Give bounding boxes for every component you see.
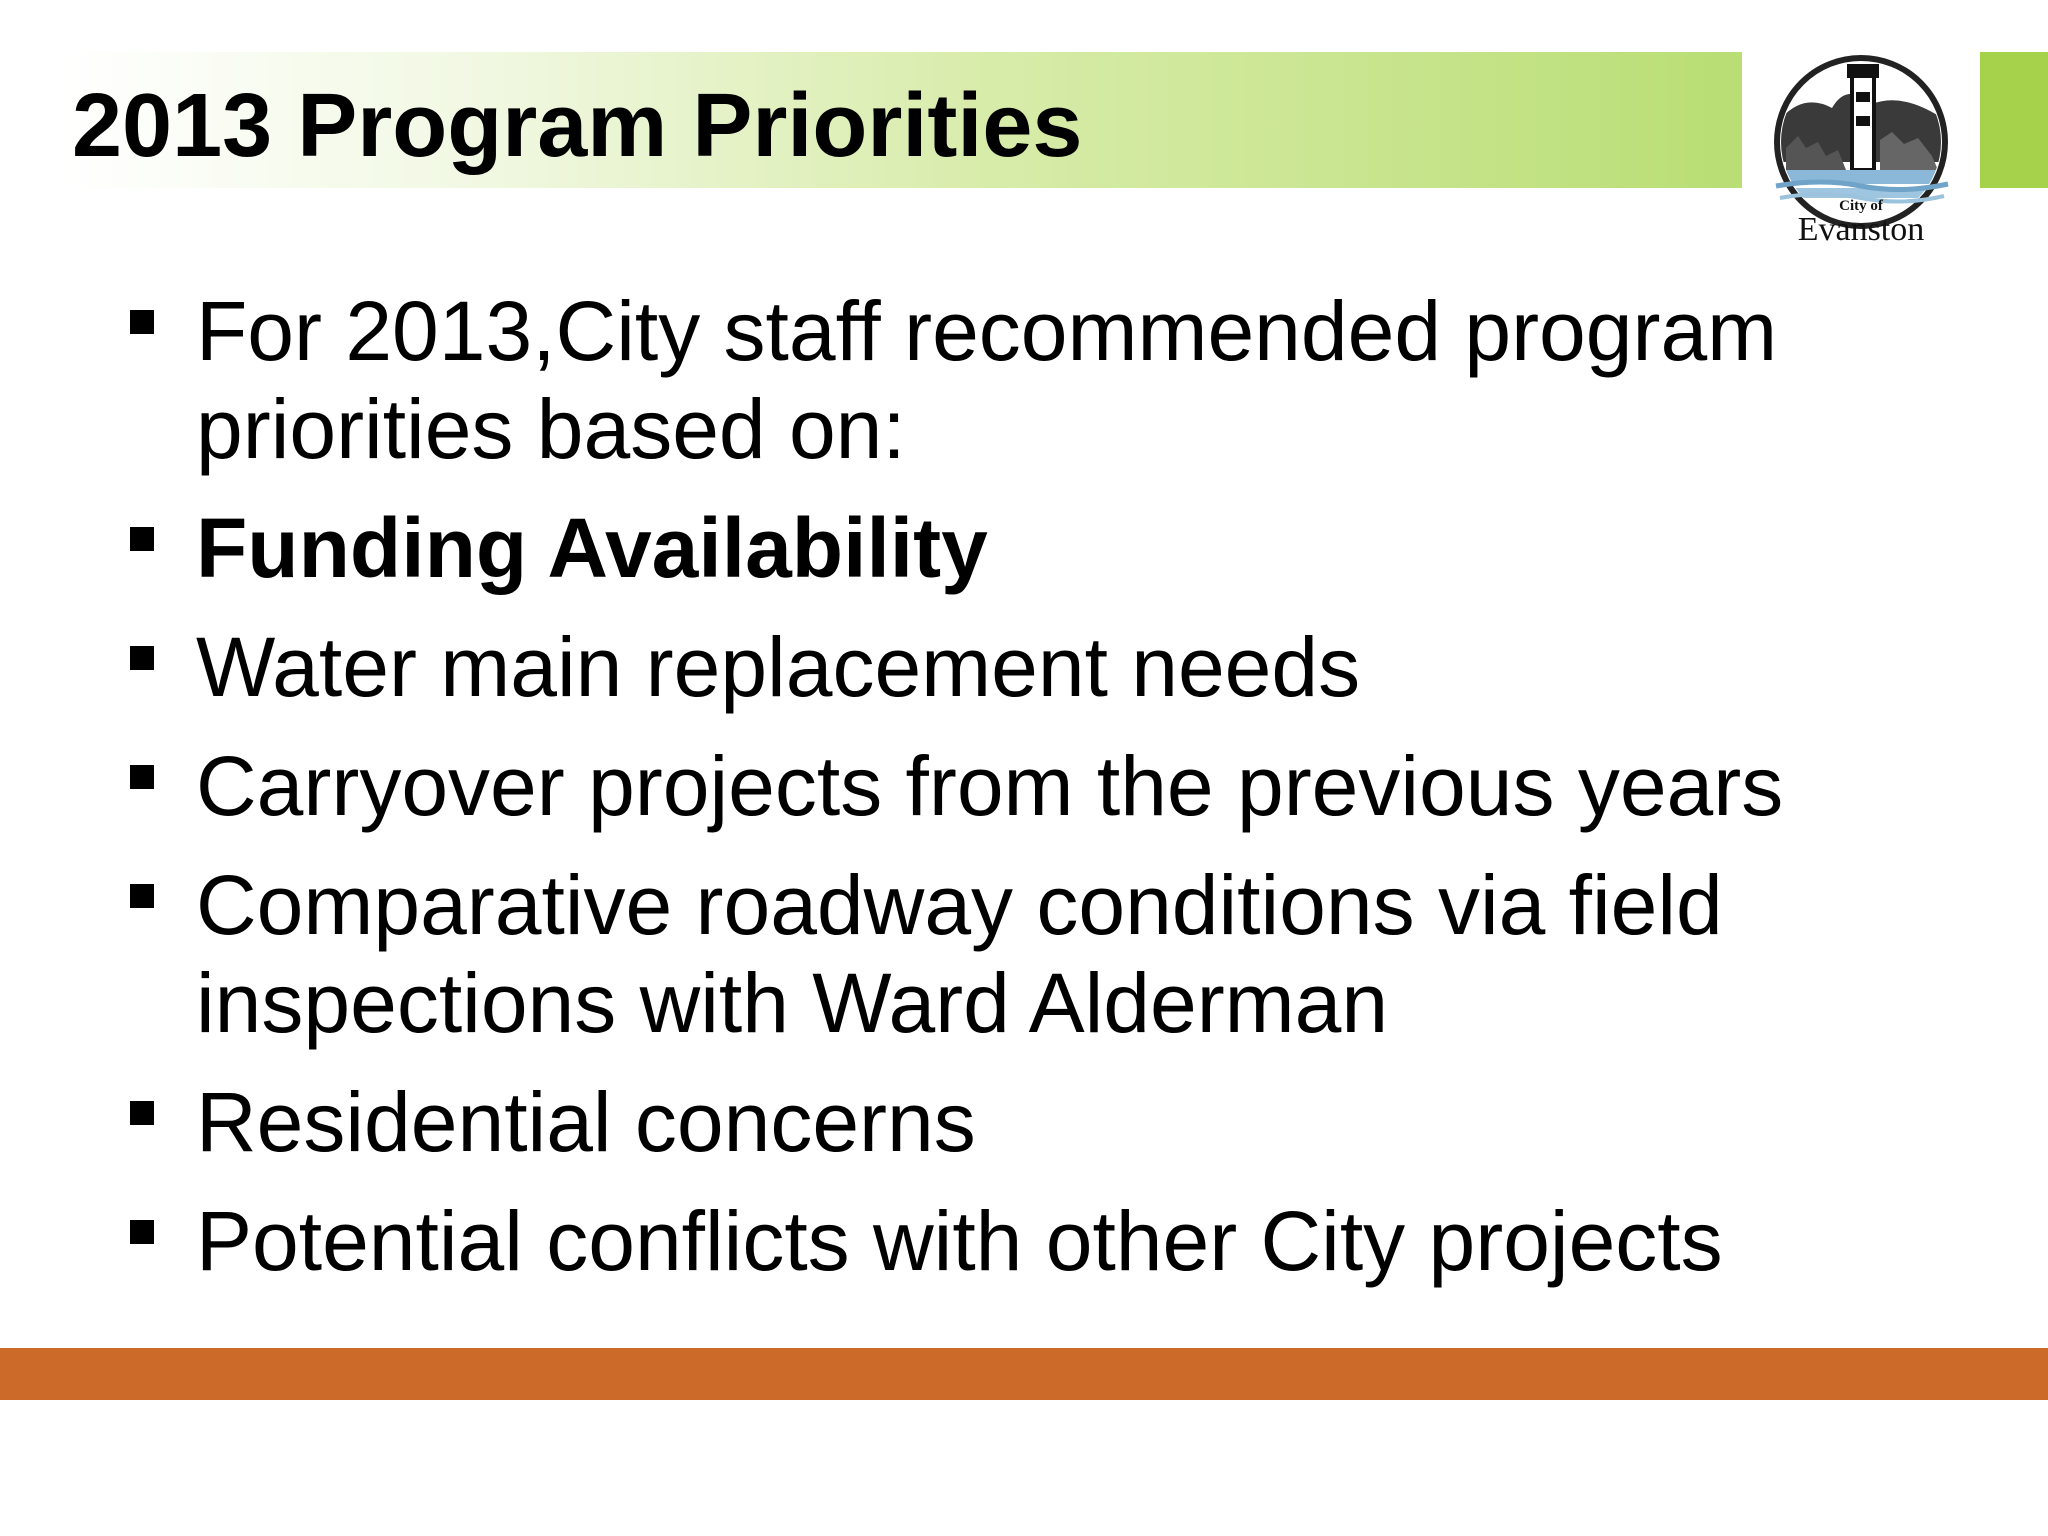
bullet-text: Potential conflicts with other City projects (196, 1194, 1723, 1288)
city-seal-icon (1742, 52, 1980, 248)
slide-title: 2013 Program Priorities (72, 76, 1083, 176)
square-bullet-icon (130, 527, 154, 551)
bullet-text: For 2013,City staff recommended program priorities based on: (196, 284, 1778, 476)
city-logo (1742, 52, 1980, 248)
bullet-list (118, 282, 1998, 1311)
square-bullet-icon (130, 884, 154, 908)
bullet-item (118, 856, 1998, 1052)
bullet-text: Water main replacement needs (196, 620, 1361, 714)
bullet-item (118, 618, 1998, 716)
square-bullet-icon (130, 765, 154, 789)
square-bullet-icon (130, 310, 154, 334)
footer-bar (0, 1348, 2048, 1400)
logo-small-text: City of (1839, 198, 1883, 214)
bullet-item (118, 1192, 1998, 1290)
bullet-item (118, 1073, 1998, 1171)
logo-large-text: Evanston (1797, 211, 1925, 248)
bullet-item (118, 499, 1998, 597)
square-bullet-icon (130, 1101, 154, 1125)
bullet-text: Comparative roadway conditions via field inspections with Ward Alderman (196, 858, 1723, 1050)
title-accent-bar (1980, 52, 2048, 188)
bullet-text: Carryover projects from the previous years (196, 739, 1784, 833)
square-bullet-icon (130, 646, 154, 670)
bullet-item (118, 282, 1998, 478)
bullet-item (118, 737, 1998, 835)
bullet-text: Residential concerns (196, 1075, 976, 1169)
bullet-text: Funding Availability (196, 501, 988, 595)
square-bullet-icon (130, 1220, 154, 1244)
